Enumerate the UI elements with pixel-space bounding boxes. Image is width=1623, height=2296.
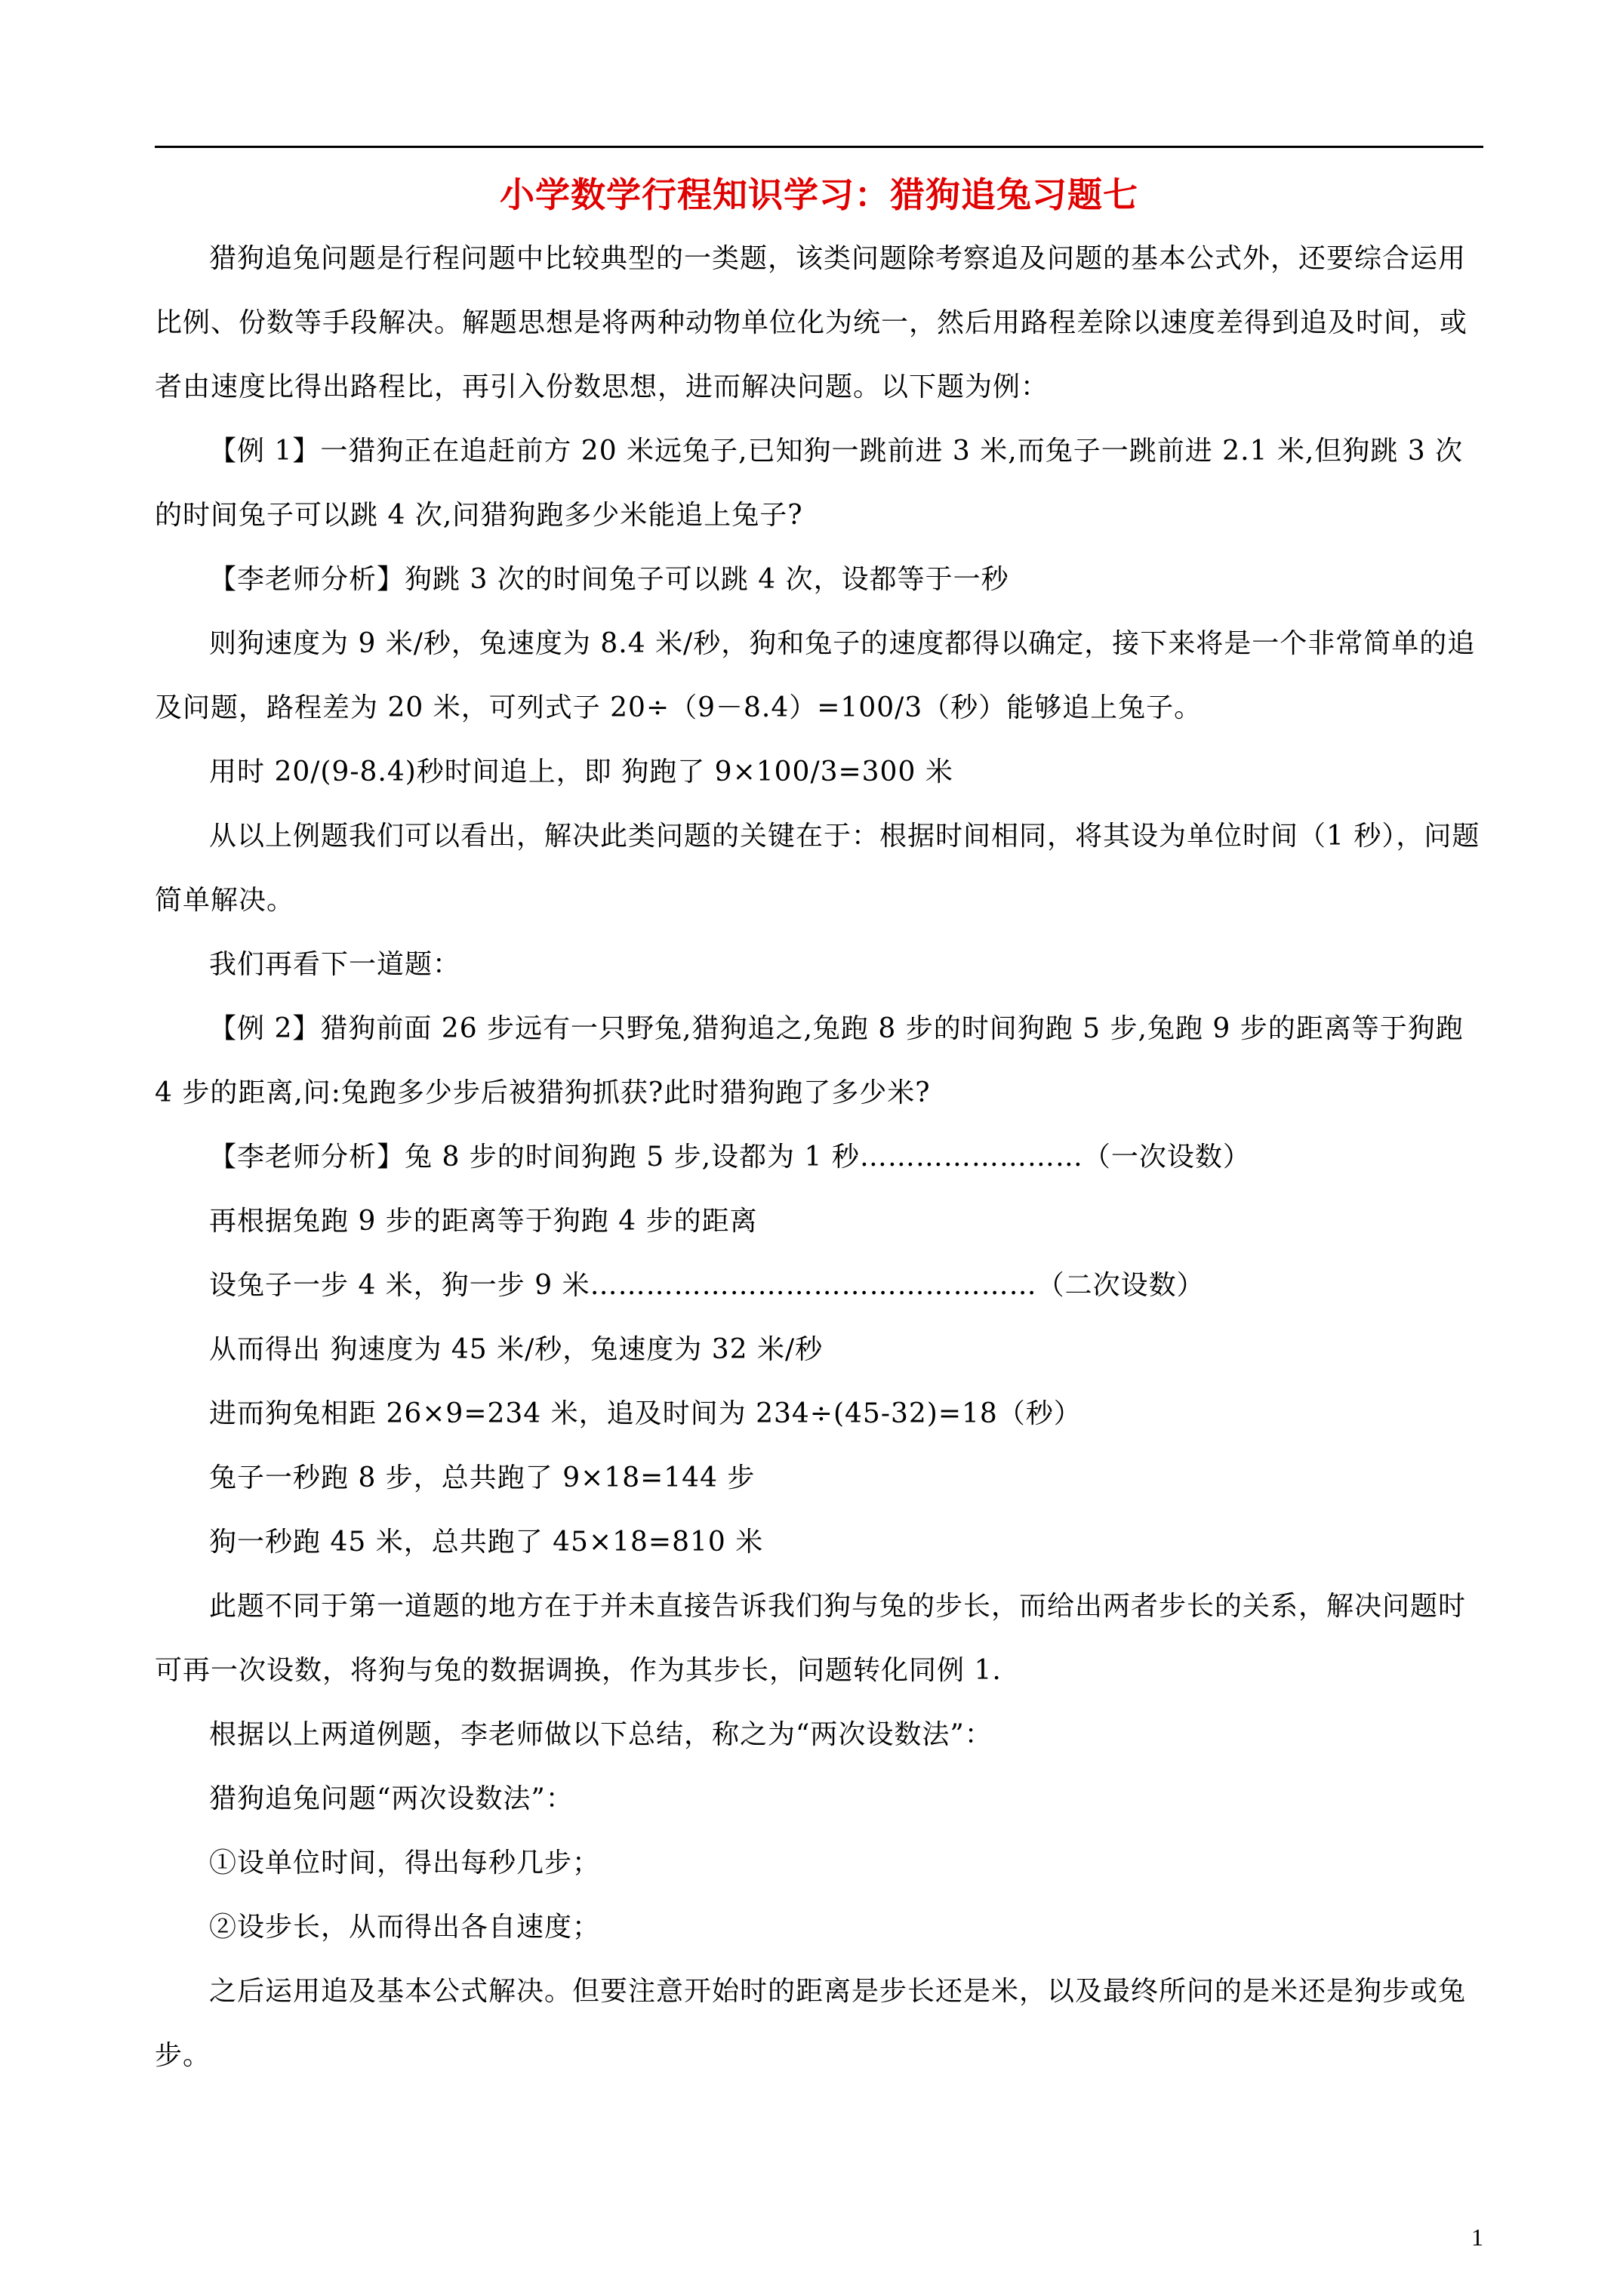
example-2-step-5: 兔子一秒跑 8 步，总共跑了 9×18=144 步 xyxy=(209,1462,756,1493)
document-body xyxy=(155,227,1483,2088)
method-conclusion: 之后运用追及基本公式解决。但要注意开始时的距离是步长还是米，以及最终所问的是米还是狗步或兔步。 xyxy=(155,1976,1467,2071)
example-1-answer: 用时 20/(9-8.4)秒时间追上，即 狗跑了 9×100/3=300 米 xyxy=(209,757,953,787)
example-2-step-2: 设兔子一步 4 米，狗一步 9 米…………………………………………（二次设数） xyxy=(209,1270,1205,1301)
example-1-summary: 从以上例题我们可以看出，解决此类问题的关键在于：根据时间相同，将其设为单位时间（1 秒），问题简单解决。 xyxy=(155,821,1480,916)
example-2-question: 【例 2】猎狗前面 26 步远有一只野兔,猎狗追之,兔跑 8 步的时间狗跑 5 步,兔跑 9 步的距离等于狗跑 4 步的距离,问:兔跑多少步后被猎狗抓获?此时猎狗跑了多少米? xyxy=(155,1013,1464,1108)
example-2-analysis: 【李老师分析】兔 8 步的时间狗跑 5 步,设都为 1 秒……………………（一次设数） xyxy=(209,1142,1251,1173)
method-intro: 根据以上两道例题，李老师做以下总结，称之为“两次设数法”： xyxy=(209,1719,993,1750)
page-title: 小学数学行程知识学习：猎狗追兔习题七 xyxy=(500,174,1138,215)
example-2-summary: 此题不同于第一道题的地方在于并未直接告诉我们狗与兔的步长，而给出两者步长的关系，解决问题时可再一次设数，将狗与兔的数据调换，作为其步长，问题转化同例 1. xyxy=(155,1591,1467,1686)
example-2-step-6: 狗一秒跑 45 米，总共跑了 45×18=810 米 xyxy=(209,1527,764,1558)
method-step-1: ①设单位时间，得出每秒几步； xyxy=(209,1848,601,1878)
intro-paragraph: 猎狗追兔问题是行程问题中比较典型的一类题，该类问题除考察追及问题的基本公式外，还要综合运用比例、份数等手段解决。解题思想是将两种动物单位化为统一，然后用路程差除以速度差得到追及时间，或者由速度比得出路程比，再引入份数思想，进而解决问题。以下题为例： xyxy=(155,243,1468,402)
example-2-step-4: 进而狗兔相距 26×9=234 米，追及时间为 234÷(45-32)=18（秒） xyxy=(209,1398,1082,1429)
header-rule xyxy=(155,146,1483,148)
method-title: 猎狗追兔问题“两次设数法”： xyxy=(209,1783,574,1814)
example-2-step-3: 从而得出 狗速度为 45 米/秒，兔速度为 32 米/秒 xyxy=(209,1334,824,1365)
page-number: 1 xyxy=(1471,2224,1483,2251)
example-2-step-1: 再根据兔跑 9 步的距离等于狗跑 4 步的距离 xyxy=(209,1206,758,1237)
example-1-analysis: 【李老师分析】狗跳 3 次的时间兔子可以跳 4 次，设都等于一秒 xyxy=(209,564,1009,595)
transition-text: 我们再看下一道题： xyxy=(209,949,461,980)
example-1-speed: 则狗速度为 9 米/秒，兔速度为 8.4 米/秒，狗和兔子的速度都得以确定，接下来将是一个非常简单的追及问题，路程差为 20 米，可列式子 20÷（9－8.4）=100/3（秒）能够追上兔子。 xyxy=(155,628,1476,723)
method-step-2: ②设步长，从而得出各自速度； xyxy=(209,1912,601,1943)
example-1-question: 【例 1】一猎狗正在追赶前方 20 米远兔子,已知狗一跳前进 3 米,而兔子一跳前进 2.1 米,但狗跳 3 次的时间兔子可以跳 4 次,问猎狗跑多少米能追上兔子? xyxy=(155,436,1464,531)
